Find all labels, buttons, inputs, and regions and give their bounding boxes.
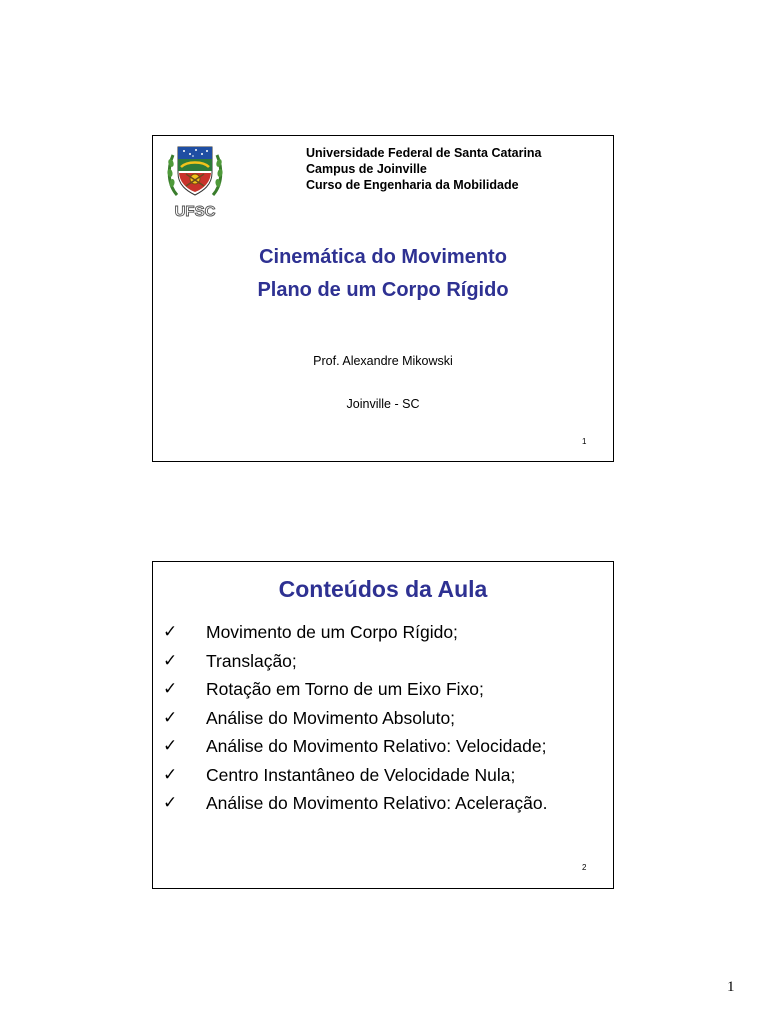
checkmark-icon: ✓: [163, 793, 178, 813]
slide-title-line: Plano de um Corpo Rígido: [257, 279, 509, 301]
slide-page-number: 1: [582, 437, 587, 446]
list-item-text: Análise do Movimento Relativo: Velocidade;: [206, 736, 547, 756]
slide-title-line: Cinemática do Movimento: [259, 246, 507, 268]
checkmark-icon: ✓: [163, 764, 178, 785]
location: Joinville - SC: [346, 397, 420, 411]
list-item-text: Rotação em Torno de um Eixo Fixo;: [206, 679, 484, 699]
course-name: Curso de Engenharia da Mobilidade: [306, 178, 519, 192]
checkmark-icon: ✓: [163, 707, 178, 728]
checkmark-icon: ✓: [163, 736, 178, 756]
list-item-text: Centro Instantâneo de Velocidade Nula;: [206, 764, 516, 785]
slide-2: [152, 561, 614, 889]
ufsc-crest-icon: [165, 141, 225, 219]
checkmark-icon: ✓: [163, 679, 178, 699]
slide-title: Conteúdos da Aula: [278, 576, 488, 602]
svg-text:UFSC: UFSC: [174, 203, 216, 219]
page-number: 1: [727, 979, 735, 995]
institution-block: [306, 145, 542, 193]
checkmark-icon: ✓: [163, 650, 178, 671]
slide-page-number: 2: [582, 863, 587, 872]
university-name: Universidade Federal de Santa Catarina: [306, 146, 542, 160]
slide-1: [152, 135, 614, 462]
slide-title: [153, 241, 613, 307]
list-item-text: Movimento de um Corpo Rígido;: [206, 622, 458, 642]
list-item-text: Translação;: [206, 650, 297, 671]
professor-name: Prof. Alexandre Mikowski: [313, 354, 453, 368]
campus-name: Campus de Joinville: [306, 162, 427, 176]
list-item-text: Análise do Movimento Absoluto;: [206, 707, 456, 728]
checkmark-icon: ✓: [163, 622, 178, 642]
list-item-text: Análise do Movimento Relativo: Aceleração.: [206, 793, 548, 813]
ufsc-logo: [165, 141, 225, 219]
